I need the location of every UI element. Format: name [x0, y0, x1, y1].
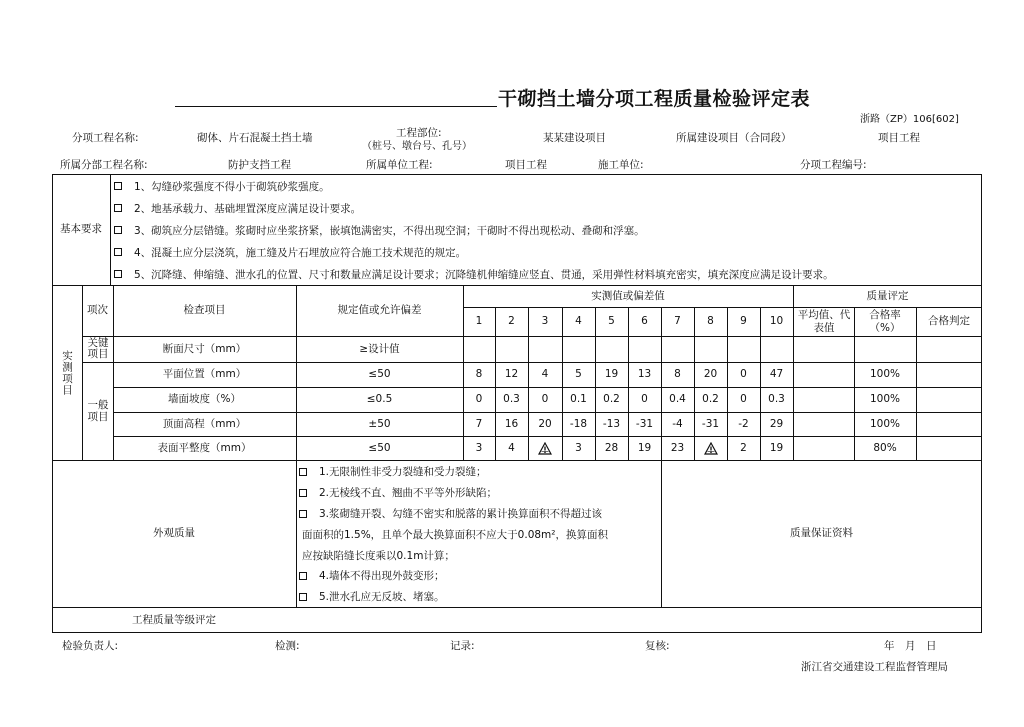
- judgement-cell: [916, 387, 982, 412]
- appearance-item: 4.墙体不得出现外鼓变形；: [299, 565, 445, 586]
- inspector-label: 检验负责人:: [62, 640, 119, 652]
- measured-value-cell: [760, 336, 793, 362]
- avg-cell: [793, 362, 854, 387]
- avg-cell: [793, 336, 854, 362]
- measured-value-cell: 0: [740, 368, 747, 381]
- measure-col-header: 7: [674, 315, 681, 328]
- unit-project-value: 项目工程: [505, 159, 547, 171]
- measured-value-cell: [595, 336, 628, 362]
- key-item-label: 关键项目: [87, 336, 109, 360]
- requirement-item: 4、混凝土应分层浇筑，施工缝及片石埋放应符合施工技术规范的规定。: [114, 241, 466, 263]
- requirement-item: 5、沉降缝、伸缩缝、泄水孔的位置、尺寸和数量应满足设计要求；沉降缝机伸缩缝应竖直、贯通，采用弹性材料填充密实，填充深度应满足设计要求。: [114, 263, 834, 285]
- measured-value-cell: 2: [740, 441, 747, 454]
- measured-value-cell: 4: [541, 368, 549, 381]
- quality-certificate-label: 质量保证资料: [790, 527, 853, 540]
- measured-value-cell: 0.4: [669, 393, 686, 406]
- appearance-item: 3.浆砌缝开裂、勾缝不密实和脱落的累计换算面积不得超过该: [299, 503, 602, 524]
- measured-value-cell: 0: [641, 393, 648, 406]
- measured-value-cell: 0: [740, 393, 747, 406]
- measure-col-header: 4: [575, 315, 582, 328]
- measured-value-cell: 4: [508, 441, 515, 454]
- requirement-item: 2、地基承载力、基础埋置深度应满足设计要求。: [114, 197, 361, 219]
- measure-col-header: 10: [769, 315, 784, 328]
- appearance-item: 应按缺陷缝长度乘以0.1m计算；: [302, 549, 455, 562]
- measured-value-cell: [628, 336, 661, 362]
- measured-value-cell: -31: [635, 417, 654, 430]
- measured-value-cell: 8: [475, 368, 483, 381]
- judgement-cell: [916, 412, 982, 436]
- measured-value-cell: 3: [575, 441, 582, 454]
- measured-value-cell: 23: [670, 441, 685, 454]
- reviewer-label: 复核:: [645, 640, 670, 652]
- project-label: 所属建设项目（合同段）: [676, 132, 792, 144]
- measured-value-cell: 19: [637, 441, 652, 454]
- col-spec: 规定值或允许偏差: [337, 304, 422, 317]
- measured-value-cell: -4: [672, 417, 683, 430]
- col-item-no: 项次: [87, 304, 108, 317]
- basic-requirements-label: 基本要求: [60, 223, 102, 236]
- appearance-item: 2.无棱线不直、翘曲不平等外形缺陷；: [299, 482, 497, 503]
- measured-value-cell: -2: [738, 417, 749, 430]
- spec-cell: ≤50: [368, 441, 391, 454]
- measured-value-cell: [727, 336, 760, 362]
- location-value: 某某建设项目: [543, 132, 606, 144]
- checkbox[interactable]: [299, 468, 307, 476]
- measured-value-cell: -13: [602, 417, 621, 430]
- col-avg: 平均值、代表值: [797, 309, 851, 334]
- measured-value-cell: 20: [538, 417, 552, 430]
- item-name-value: 砌体、片石混凝土挡土墙: [197, 132, 313, 144]
- checkbox[interactable]: [114, 204, 122, 212]
- warning-icon: [528, 436, 562, 460]
- measure-col-header: 3: [541, 315, 549, 328]
- spec-cell: ≤0.5: [366, 393, 393, 406]
- measure-col-header: 1: [475, 315, 483, 328]
- measured-value-cell: [495, 336, 528, 362]
- measure-col-header: 2: [508, 315, 515, 328]
- measured-value-cell: 0: [475, 393, 483, 406]
- measured-value-cell: 29: [769, 417, 784, 430]
- measured-value-cell: [528, 336, 562, 362]
- measure-col-header: 9: [740, 315, 747, 328]
- checkbox[interactable]: [299, 593, 307, 601]
- general-item-label: 一般项目: [87, 398, 109, 423]
- measured-value-cell: 28: [604, 441, 619, 454]
- date-label: 年 月 日: [884, 640, 937, 652]
- measured-value-cell: 19: [604, 368, 619, 381]
- page-title: 干砌挡土墙分项工程质量检验评定表: [498, 88, 811, 110]
- spec-cell: ≥设计值: [359, 342, 400, 355]
- judgement-cell: [916, 362, 982, 387]
- unit-project-label: 所属单位工程:: [366, 159, 433, 171]
- measure-col-header: 8: [707, 315, 714, 328]
- pass-rate-cell: 100%: [869, 393, 901, 406]
- col-measured: 实测值或偏差值: [591, 289, 665, 302]
- col-check-item: 检查项目: [183, 304, 226, 317]
- tester-label: 检测:: [275, 640, 300, 652]
- checkbox[interactable]: [114, 270, 122, 278]
- measured-value-cell: 3: [475, 441, 483, 454]
- measured-value-cell: 20: [703, 368, 718, 381]
- measured-value-cell: 0.3: [768, 393, 785, 406]
- pass-rate-cell: 100%: [869, 368, 901, 381]
- measured-value-cell: 0.3: [503, 393, 520, 406]
- project-value: 项目工程: [878, 132, 920, 144]
- measured-value-cell: 47: [769, 368, 784, 381]
- judgement-cell: [916, 436, 982, 460]
- measured-items-label: 实测项目: [61, 349, 74, 396]
- location-label: 工程部位:: [396, 127, 442, 139]
- check-item-cell: 表面平整度（mm）: [157, 441, 252, 454]
- judgement-cell: [916, 336, 982, 362]
- contractor-label: 施工单位:: [598, 159, 644, 171]
- pass-rate-cell: [854, 336, 916, 362]
- col-judgement: 合格判定: [928, 315, 970, 328]
- warning-icon: [694, 436, 727, 460]
- measure-col-header: 5: [608, 315, 615, 328]
- check-item-cell: 顶面高程（mm）: [162, 417, 247, 430]
- measured-value-cell: 12: [504, 368, 519, 381]
- spec-cell: ±50: [368, 417, 391, 430]
- measured-value-cell: 16: [504, 417, 519, 430]
- appearance-item: 5.泄水孔应无反坡、堵塞。: [299, 586, 445, 607]
- form-code: 浙路（ZP）106[602]: [860, 114, 959, 125]
- avg-cell: [793, 412, 854, 436]
- checkbox[interactable]: [114, 182, 122, 190]
- checkbox[interactable]: [299, 572, 307, 580]
- spec-cell: ≤50: [368, 368, 391, 381]
- col-pass-rate: 合格率（%）: [869, 309, 901, 334]
- checkbox[interactable]: [114, 226, 122, 234]
- col-quality: 质量评定: [866, 289, 909, 302]
- measured-value-cell: 19: [769, 441, 784, 454]
- measured-value-cell: 0.1: [570, 393, 587, 406]
- requirement-item: 1、勾缝砂浆强度不得小于砌筑砂浆强度。: [114, 175, 330, 197]
- measured-value-cell: -31: [701, 417, 720, 430]
- title-blank-line: [175, 86, 497, 107]
- measured-value-cell: 7: [475, 417, 483, 430]
- check-item-cell: 平面位置（mm）: [162, 368, 247, 381]
- pass-rate-cell: 80%: [873, 441, 897, 454]
- measured-value-cell: 8: [674, 368, 681, 381]
- pass-rate-cell: 100%: [869, 417, 901, 430]
- measured-value-cell: 0.2: [702, 393, 719, 406]
- checkbox[interactable]: [299, 489, 307, 497]
- item-code-label: 分项工程编号:: [800, 159, 867, 171]
- appearance-item: 面面积的1.5%，且单个最大换算面积不应大于0.08m²，换算面积: [302, 529, 608, 541]
- measured-value-cell: 0: [541, 393, 549, 406]
- measured-value-cell: 5: [575, 368, 582, 381]
- recorder-label: 记录:: [450, 640, 475, 652]
- agency-name: 浙江省交通建设工程监督管理局: [801, 661, 948, 673]
- measured-value-cell: [562, 336, 595, 362]
- measured-value-cell: 0.2: [603, 393, 620, 406]
- measured-value-cell: -18: [569, 417, 588, 430]
- requirement-item: 3、砌筑应分层错缝。浆砌时应坐浆挤紧，嵌填饱满密实，不得出现空洞；干砌时不得出现松动、叠砌和浮塞。: [114, 219, 645, 241]
- measured-value-cell: [694, 336, 727, 362]
- avg-cell: [793, 387, 854, 412]
- checkbox[interactable]: [114, 248, 122, 256]
- check-item-cell: 墙面坡度（%）: [168, 393, 241, 406]
- check-item-cell: 断面尺寸（mm）: [162, 342, 247, 355]
- appearance-label: 外观质量: [153, 527, 195, 540]
- sub-project-value: 防护支挡工程: [228, 159, 291, 171]
- appearance-item: 1.无限制性非受力裂缝和受力裂缝；: [299, 461, 487, 482]
- quality-grade-label: 工程质量等级评定: [132, 613, 216, 626]
- sub-project-label: 所属分部工程名称:: [60, 159, 148, 171]
- checkbox[interactable]: [299, 510, 307, 518]
- measure-col-header: 6: [641, 315, 648, 328]
- quality-grade-value[interactable]: [297, 608, 981, 632]
- measured-value-cell: 13: [637, 368, 652, 381]
- location-sub: （桩号、墩台号、孔号）: [362, 141, 472, 152]
- item-name-label: 分项工程名称:: [72, 132, 139, 144]
- avg-cell: [793, 436, 854, 460]
- measured-value-cell: [661, 336, 694, 362]
- measured-value-cell: [463, 336, 495, 362]
